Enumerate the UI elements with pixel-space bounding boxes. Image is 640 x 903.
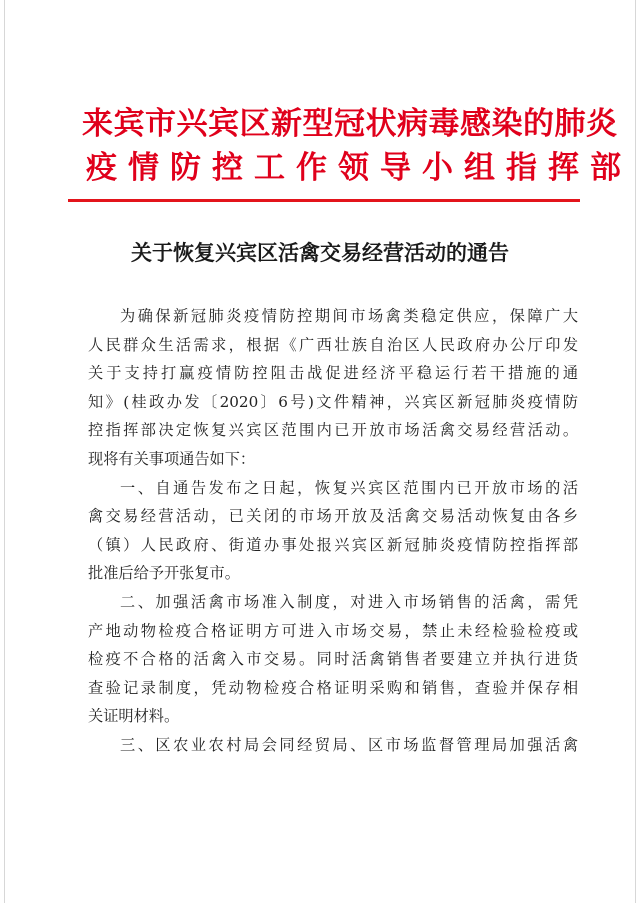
agency-header-line-2: 疫情防控工作领导小组指挥部 (86, 150, 632, 186)
document-title: 关于恢复兴宾区活禽交易经营活动的通告 (131, 240, 509, 265)
body-line: 关于支持打赢疫情防控阻击战促进经济平稳运行若干措施的通 (88, 364, 578, 383)
red-divider-rule (68, 199, 580, 202)
item-1-line: 一、自通告发布之日起，恢复兴宾区范围内已开放市场的活 (120, 478, 578, 497)
page-edge-right (635, 0, 636, 903)
body-line: 知》(桂政办发〔2020〕6号)文件精神，兴宾区新冠肺炎疫情防 (88, 392, 578, 411)
document-body (88, 302, 578, 760)
agency-header-line-1: 来宾市兴宾区新型冠状病毒感染的肺炎 (82, 106, 618, 142)
item-2-line: 二、加强活禽市场准入制度，对进入市场销售的活禽，需凭 (120, 592, 578, 611)
body-line: 控指挥部决定恢复兴宾区范围内已开放市场活禽交易经营活动。 (88, 421, 578, 440)
item-1-line: 禽交易经营活动，已关闭的市场开放及活禽交易活动恢复由各乡 (88, 507, 578, 526)
body-line: 人民群众生活需求，根据《广西壮族自治区人民政府办公厅印发 (88, 335, 578, 354)
item-2-line: 检疫不合格的活禽入市交易。同时活禽销售者要建立并执行进货 (88, 650, 578, 669)
agency-header (82, 102, 632, 190)
item-1-line: （镇）人民政府、街道办事处报兴宾区新冠肺炎疫情防控指挥部 (88, 535, 578, 554)
page-edge-left (4, 0, 5, 903)
item-2-line: 查验记录制度，凭动物检疫合格证明采购和销售，查验并保存相 (88, 678, 578, 697)
item-2-line: 产地动物检疫合格证明方可进入市场交易，禁止未经检验检疫或 (88, 621, 578, 640)
item-2-line: 关证明材料。 (88, 707, 180, 726)
body-line: 现将有关事项通告如下： (88, 449, 256, 468)
item-3-line: 三、区农业农村局会同经贸局、区市场监督管理局加强活禽 (120, 735, 578, 754)
item-1-line: 批准后给予开张复市。 (88, 564, 240, 583)
body-line: 为确保新冠肺炎疫情防控期间市场禽类稳定供应，保障广大 (120, 307, 578, 325)
